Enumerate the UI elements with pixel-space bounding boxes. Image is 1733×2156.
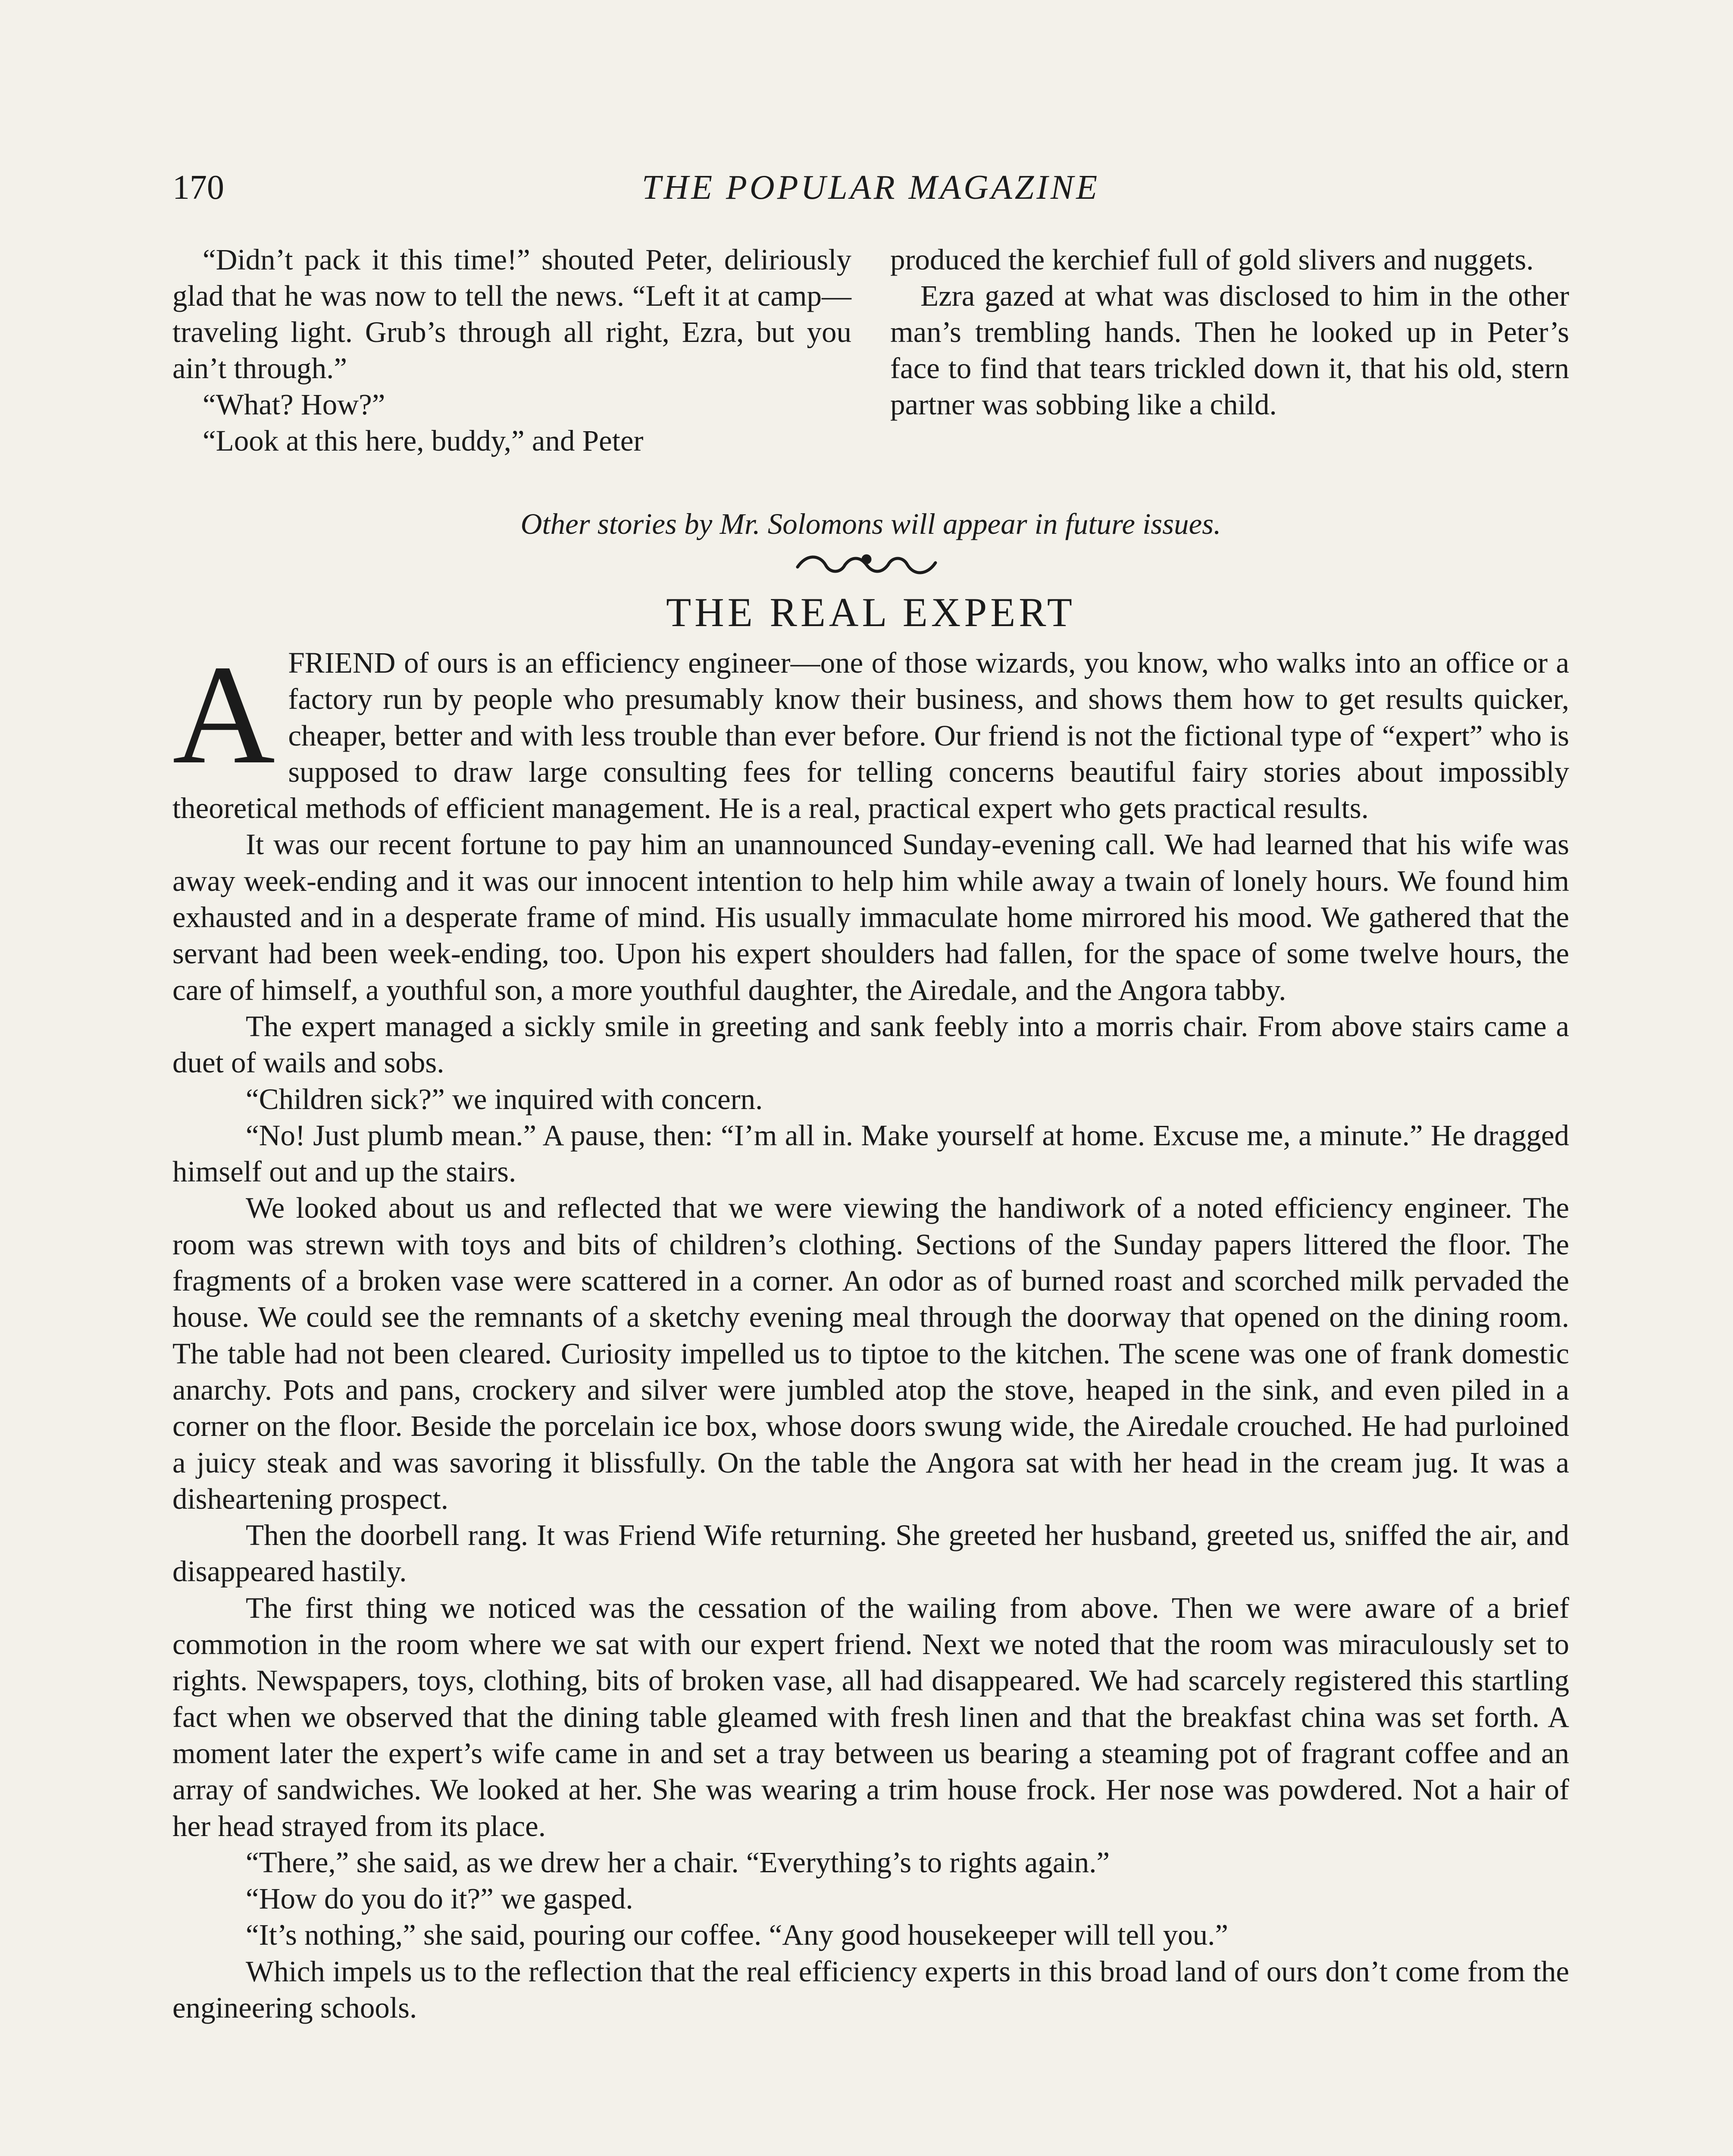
- paragraph: “No! Just plumb mean.” A pause, then: “I’m all in. Make yourself at home. Excuse me, a minute.” He dragged himself out and up the stairs.: [172, 1119, 1569, 1188]
- first-paragraph: [172, 636, 1569, 826]
- running-title: THE POPULAR MAGAZINE: [641, 169, 1100, 207]
- paragraph: It was our recent fortune to pay him an unannounced Sunday-evening call. We had learned that his wife was away week-ending and it was our innocent intention to help him while away a twain of lonely hours. We found him exhausted and in a desperate frame of mind. His usually immaculate home mirrored his mood. We gathered that the servant had been week-ending, too. Upon his expert shoulders had fallen, for the space of some twelve hours, the care of himself, a youthful son, a more youthful daughter, the Airedale, and the Angora tabby.: [172, 828, 1569, 1006]
- story-credit: Other stories by Mr. Solomons will appear in future issues.: [520, 508, 1221, 540]
- paragraph: “Look at this here, buddy,” and Peter: [203, 424, 644, 457]
- right-column: [890, 241, 1569, 423]
- drop-cap: A: [172, 636, 275, 793]
- previous-story-ending: [172, 241, 1569, 509]
- paragraph: Ezra gazed at what was disclosed to him in the other man’s trembling hands. Then he looked up in Peter’s face to find that tears trickled down it, that his old, stern partner was sobbing like a child.: [890, 279, 1569, 421]
- article-title: THE REAL EXPERT: [666, 589, 1076, 635]
- paragraph: “What? How?”: [203, 388, 385, 421]
- paragraph: The expert managed a sickly smile in greeting and sank feebly into a morris chair. From above stairs came a duet of wails and sobs.: [172, 1009, 1569, 1079]
- paragraph: “How do you do it?” we gasped.: [246, 1882, 633, 1915]
- first-paragraph-text: FRIEND of ours is an efficiency engineer—one of those wizards, you know, who walks into an office or a factory run by people who presumably know their business, and shows them how to get results quicker, cheaper, better and with less trouble than ever before. Our friend is not the fictional type of “expert” who is supposed to draw large consulting fees for telling concerns beautiful fairy stories about impossibly theoretical methods of efficient management. He is a real, practical expert who gets practical results.: [172, 646, 1569, 825]
- ornament-icon: [789, 550, 944, 580]
- paragraph: “It’s nothing,” she said, pouring our coffee. “Any good housekeeper will tell you.”: [246, 1918, 1228, 1952]
- paragraph: “There,” she said, as we drew her a chair. “Everything’s to rights again.”: [246, 1846, 1110, 1879]
- paragraph: Then the doorbell rang. It was Friend Wife returning. She greeted her husband, greeted us, sniffed the air, and disappeared hastily.: [172, 1519, 1569, 1588]
- paragraph: produced the kerchief full of gold slivers and nuggets.: [890, 243, 1534, 276]
- page-number: 170: [172, 169, 224, 207]
- left-column: [172, 241, 851, 459]
- article-body: [172, 636, 1569, 2026]
- paragraph: “Children sick?” we inquired with concern.: [246, 1082, 763, 1116]
- page-header: [172, 164, 1569, 211]
- paragraph: “Didn’t pack it this time!” shouted Peter, deliriously glad that he was now to tell the news. “Left it at camp—traveling light. Grub’s through all right, Ezra, but you ain’t through.”: [172, 243, 851, 385]
- paragraph: Which impels us to the reflection that the real efficiency experts in this broad land of ours don’t come from the engineering schools.: [172, 1955, 1569, 2024]
- paragraph: We looked about us and reflected that we were viewing the handiwork of a noted efficiency engineer. The room was strewn with toys and bits of children’s clothing. Sections of the Sunday papers littered the floor. The fragments of a broken vase were scattered in a corner. An odor as of burned roast and scorched milk pervaded the house. We could see the remnants of a sketchy evening meal through the doorway that opened on the dining room. The table had not been cleared. Curiosity impelled us to tiptoe to the kitchen. The scene was one of frank domestic anarchy. Pots and pans, crockery and silver were jumbled atop the stove, heaped in the sink, and even piled in a corner on the floor. Beside the porcelain ice box, whose doors swung wide, the Airedale crouched. He had purloined a juicy steak and was savoring it blissfully. On the table the Angora sat with her head in the cream jug. It was a disheartening prospect.: [172, 1191, 1569, 1515]
- paragraph: The first thing we noticed was the cessation of the wailing from above. Then we were aware of a brief commotion in the room where we sat with our expert friend. Next we noted that the room was miraculously set to rights. Newspapers, toys, clothing, bits of broken vase, all had disappeared. We had scarcely registered this startling fact when we observed that the dining table gleamed with fresh linen and that the breakfast china was set forth. A moment later the expert’s wife came in and set a tray between us bearing a steaming pot of fragrant coffee and an array of sandwiches. We looked at her. She was wearing a trim house frock. Her nose was powdered. Not a hair of her head strayed from its place.: [172, 1591, 1569, 1843]
